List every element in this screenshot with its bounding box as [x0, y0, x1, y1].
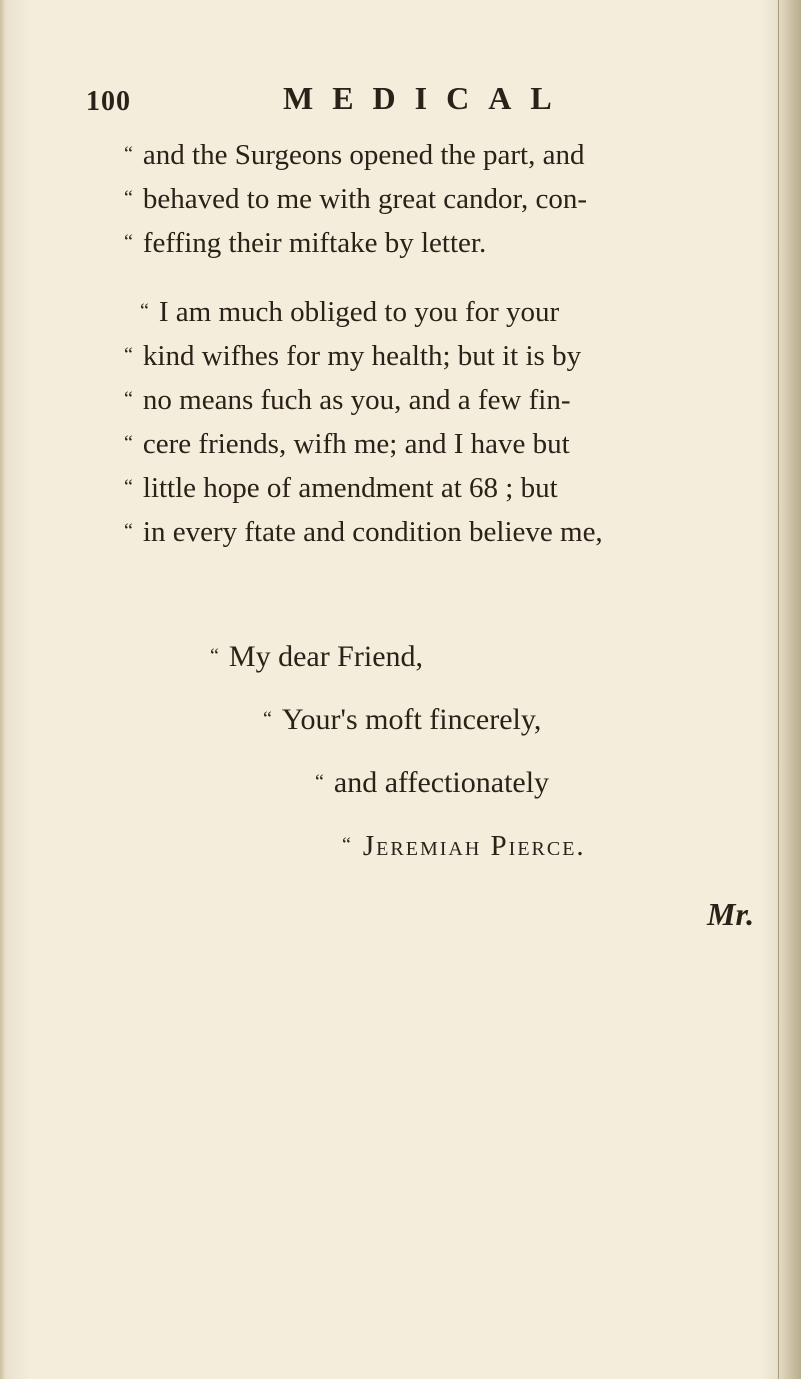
quote-mark: “: [342, 834, 353, 856]
quote-mark: “: [263, 708, 272, 730]
closing-line-2: “ and affectionately: [315, 766, 550, 799]
text-line: “ little hope of amendment at 68 ; but: [124, 472, 558, 504]
quote-mark: “: [124, 143, 133, 165]
quote-mark: “: [124, 231, 133, 253]
text-line: “ cere friends, wifh me; and I have but: [124, 428, 570, 460]
quote-mark: “: [124, 187, 133, 209]
quote-mark: “: [140, 300, 149, 322]
page-number: 100: [86, 86, 131, 117]
quote-mark: “: [124, 432, 133, 454]
text-line: “ behaved to me with great candor, con-: [124, 183, 588, 215]
page-header: [0, 80, 801, 120]
quote-mark: “: [124, 476, 133, 498]
catchword: Mr.: [707, 896, 755, 932]
text-line: “ I am much obliged to you for your: [140, 296, 560, 328]
quote-mark: “: [124, 388, 133, 410]
page-left-edge: [0, 0, 6, 1379]
quote-mark: “: [315, 771, 324, 793]
quote-mark: “: [124, 344, 133, 366]
salutation: “ My dear Friend,: [210, 640, 424, 673]
text-line: “ in every ftate and condition believe me,: [124, 516, 603, 548]
page-right-edge: [778, 0, 801, 1379]
text-line: “ kind wifhes for my health; but it is by: [124, 340, 582, 372]
paragraph-1: [124, 133, 764, 265]
text-line: “ and the Surgeons opened the part, and: [124, 139, 585, 171]
paragraph-2: [124, 290, 764, 554]
text-line: “ no means fuch as you, and a few fin-: [124, 384, 571, 416]
body-text: [124, 133, 764, 554]
text-line: “ feffing their miftake by letter.: [124, 227, 487, 259]
running-head: MEDICAL: [283, 80, 571, 116]
closing-line-1: “ Your's moft fincerely,: [263, 703, 542, 736]
quote-mark: “: [124, 520, 133, 542]
quote-mark: “: [210, 645, 219, 667]
signature: “ Jeremiah Pierce.: [342, 830, 586, 862]
